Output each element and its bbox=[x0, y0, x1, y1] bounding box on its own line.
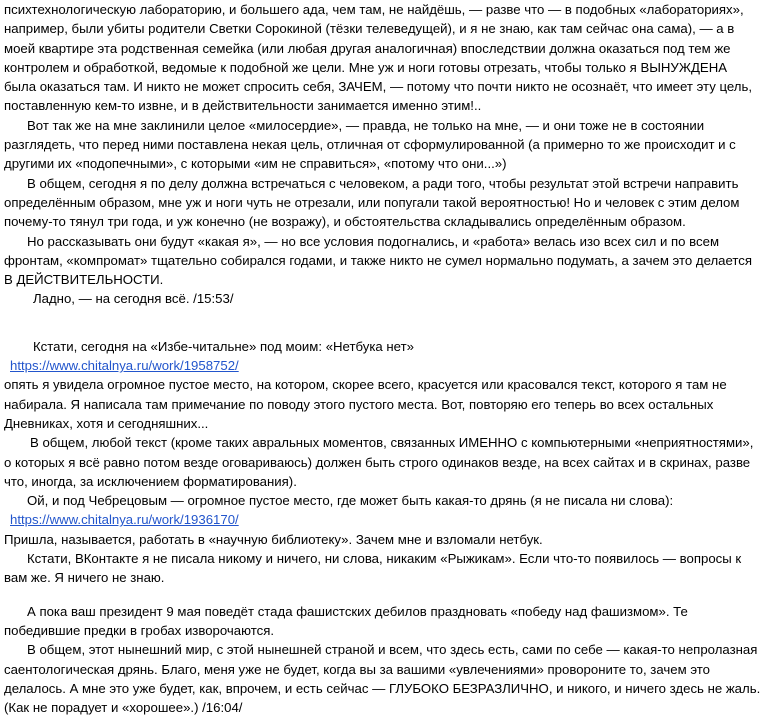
document-body bbox=[4, 0, 761, 717]
blank-line bbox=[4, 323, 761, 337]
paragraph-meeting: В общем, сегодня я по делу должна встречаться с человеком, а ради того, чтобы результат этой встречи направить определённым образом, мне уж и ноги чуть не отрезали, или попугали такой вероятностью! Но и человек с этим делом почему-то тянул три года, и уж конечно (не возражу), и обстоятельства складывались определённым образом. bbox=[4, 175, 740, 230]
paragraph-mercy: Вот так же на мне заклинили целое «милосердие», — правда, не только на мне, — и они тоже не в состоянии разглядеть, что перед ними поставлена некая цель, отличная от сформулированной (а примерно то же происходит и с другими их «подопечными», с которыми «им не справиться», «потому что они...») bbox=[4, 117, 736, 172]
paragraph-laboratory: психтехнологическую лабораторию, и большего ада, чем там, не найдёшь, — разве что — в подобных «лабораториях», например, были убиты родители Светки Сорокиной (тёзки телеведущей), и я не знаю, как там сейчас она сама), — а в моей квартире эта родственная семейка (или любая другая аналогичная) впоследствии должна оказаться под тем же контролем и обработкой, ведомые к подобной же цели. Мне уж и ноги готовы отрезать, чтобы только я ВЫНУЖДЕНА была оказаться там. И никто не может спросить себя, ЗАЧЕМ, — потому что почти никто не осознаёт, что имеет эту цель, поставленную кем-то извне, и в действительности занимается именно этим!.. bbox=[4, 2, 753, 114]
paragraph-empty-space: опять я увидела огромное пустое место, на котором, скорее всего, красуется или красовался текст, которого я там не набирала. Я написала там примечание по поводу этого пустого места. Вот, повторяю его теперь во всех остальных Дневниках, хотя и сегодняшних... bbox=[4, 377, 727, 431]
paragraph-compromat: Но рассказывать они будут «какая я», — но все условия подогнались, и «работа» велась изо всех сил и по всем фронтам, «компромат» тщательно собирался годами, и также никто не сумел нормально подумать, а зачем это делается В ДЕЙСТВИТЕЛЬНОСТИ. bbox=[4, 233, 753, 288]
chitalnya-link-1936170[interactable]: https://www.chitalnya.ru/work/1936170/ bbox=[10, 512, 239, 528]
paragraph-any-text: В общем, любой текст (кроме таких авральных моментов, связанных ИМЕННО с компьютерными «неприятностями», о которых я всё равно потом везде оговариваюсь) должен быть строго одинаков везде, на всех сайтах и в скринах, разве что, иногда, за исключением форматирования). bbox=[4, 435, 754, 489]
paragraph-vkontakte: Кстати, ВКонтакте я не писала никому и ничего, ни слова, никаким «Рыжикам». Если что-то появилось — вопросы к вам же. Я ничего не знаю. bbox=[4, 551, 742, 586]
paragraph-library: Пришла, называется, работать в «научную библиотеку». Зачем мне и взломали нетбук. bbox=[4, 531, 543, 547]
paragraph-izba-note: Кстати, сегодня на «Избе-читальне» под моим: «Нетбука нет» bbox=[33, 338, 414, 354]
blank-line bbox=[4, 309, 761, 323]
paragraph-chebretsov: Ой, и под Чебрецовым — огромное пустое место, где может быть какая-то дрянь (я не писала ни слова): bbox=[27, 493, 674, 509]
link-line-2 bbox=[4, 510, 761, 529]
chitalnya-link-1958752[interactable]: https://www.chitalnya.ru/work/1958752/ bbox=[10, 358, 239, 374]
link-line-1 bbox=[4, 356, 761, 375]
paragraph-president: А пока ваш президент 9 мая поведёт стада фашистских дебилов праздновать «победу над фашизмом». Те победившие предки в гробах изворочаются. bbox=[4, 603, 688, 638]
paragraph-timestamp-1553: Ладно, — на сегодня всё. /15:53/ bbox=[33, 291, 234, 307]
paragraph-world: В общем, этот нынешний мир, с этой нынешней страной и всем, что здесь есть, сами по себе — какая-то непролазная саентологическая дрянь. Благо, меня уже не будет, когда вы за вашими «увлечениями» провороните то, зачем это делалось. А мне это уже будет, как, впрочем, и есть сейчас — ГЛУБОКО БЕЗРАЗЛИЧНО, и никого, и ничего здесь не жаль. (Как не порадует и «хорошее».) /16:04/ bbox=[4, 642, 761, 716]
blank-line bbox=[4, 588, 761, 602]
